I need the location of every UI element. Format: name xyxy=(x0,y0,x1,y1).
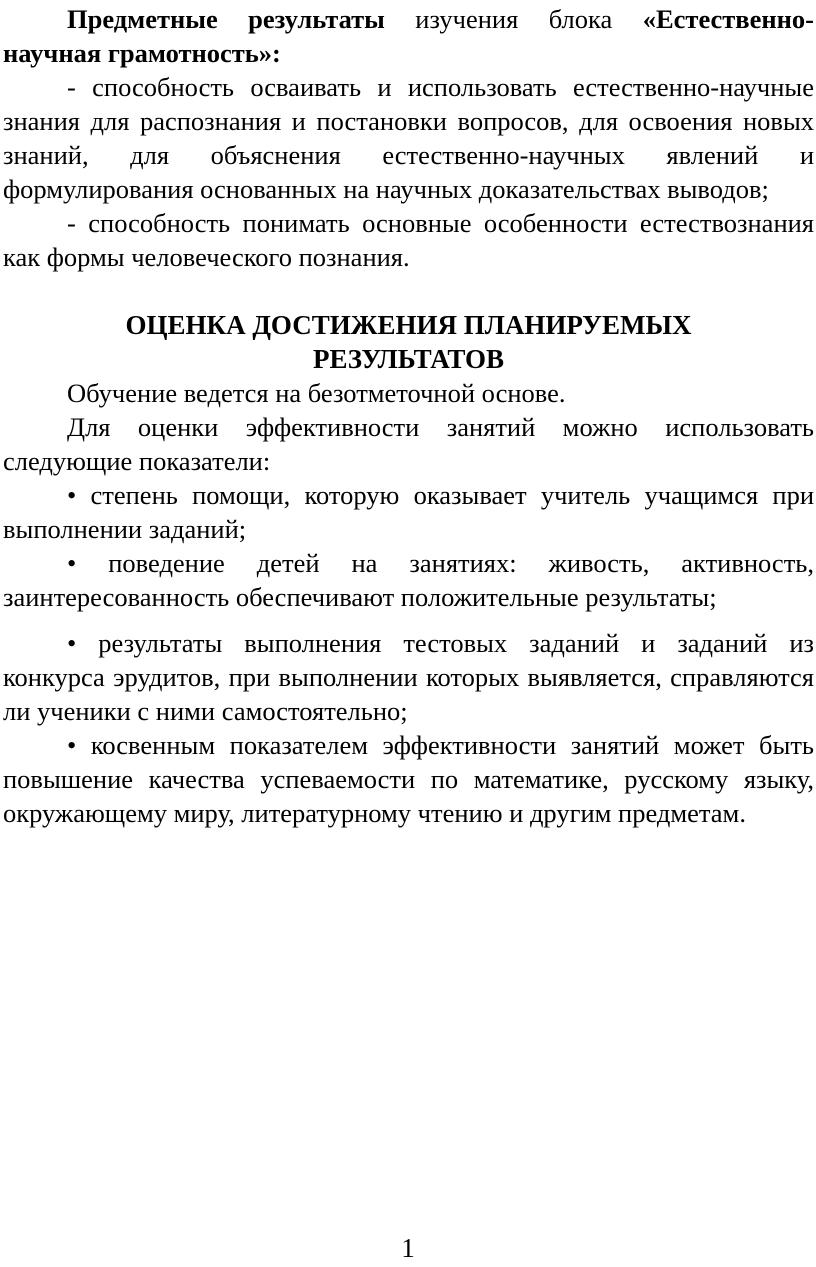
page-number: 1 xyxy=(401,1233,415,1263)
intro-bold-subject-results: Предметные результаты xyxy=(67,4,385,34)
competency-item-1: - способность осваивать и использовать естественно-научные знания для распознания и постановки вопросов, для освоения новых знаний, для объяснения естественно-научных явлений и формулирования основанных на научных доказательствах выводов; xyxy=(3,72,814,204)
indicator-item-4: • косвенным показателем эффективности занятий может быть повышение качества успеваемости по математике, русскому языку, окружающему миру, литературному чтению и другим предметам. xyxy=(3,730,814,828)
document-page xyxy=(3,0,814,830)
indicator-item-2: • поведение детей на занятиях: живость, активность, заинтересованность обеспечивают положительные результаты; xyxy=(3,548,814,612)
intro-paragraph xyxy=(3,2,814,70)
section-heading xyxy=(3,308,814,376)
indicator-item-1: • степень помощи, которую оказывает учитель учащимся при выполнении заданий; xyxy=(3,480,814,544)
assessment-paragraph-1: Обучение ведется на безотметочной основе. xyxy=(67,378,566,408)
competency-item-2: - способность понимать основные особенности естествознания как формы человеческого познания. xyxy=(3,208,814,272)
intro-text: изучения блока xyxy=(384,4,643,34)
section-heading-line-2: РЕЗУЛЬТАТОВ xyxy=(312,344,505,374)
indicator-item-3: • результаты выполнения тестовых заданий и заданий из конкурса эрудитов, при выполнении которых выявляется, справляются ли ученики с ними самостоятельно; xyxy=(3,628,814,726)
intro-bold-block-name: «Естественно-научная грамотность»: xyxy=(3,4,814,68)
section-heading-line-1: ОЦЕНКА ДОСТИЖЕНИЯ ПЛАНИРУЕМЫХ xyxy=(125,310,692,340)
assessment-paragraph-2: Для оценки эффективности занятий можно использовать следующие показатели: xyxy=(3,412,814,476)
